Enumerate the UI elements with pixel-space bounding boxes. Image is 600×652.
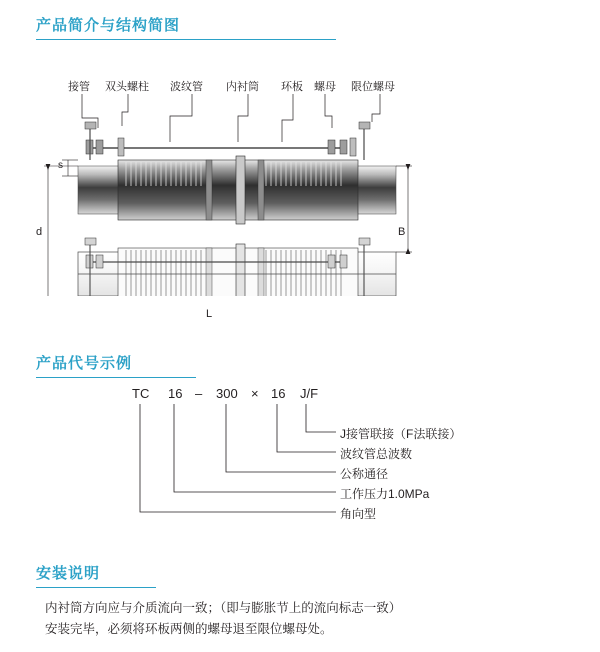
dimension-label-L: L xyxy=(206,308,213,320)
code-token-dash: – xyxy=(195,386,203,401)
install-line-1: 内衬筒方向应与介质流向一致；（即与膨胀节上的流向标志一致） xyxy=(45,601,402,615)
code-desc-waves: 波纹管总波数 xyxy=(340,447,413,461)
code-token-series: TC xyxy=(132,386,150,401)
dimension-label-s: s xyxy=(58,160,63,171)
code-desc-joint: J接管联接（F法联接） xyxy=(340,427,462,441)
code-token-pressure: 16 xyxy=(168,386,183,401)
code-token-waves: 16 xyxy=(271,386,286,401)
product-code-diagram xyxy=(0,380,600,540)
structure-diagram xyxy=(0,56,600,320)
code-desc-type: 角向型 xyxy=(340,507,377,521)
install-instructions xyxy=(45,598,565,640)
code-token-times: × xyxy=(251,386,259,401)
upper-tie-rod-assembly xyxy=(85,122,370,160)
callout-label-liner: 内衬筒 xyxy=(226,81,259,93)
code-desc-diameter: 公称通径 xyxy=(340,467,389,481)
code-section-header xyxy=(36,352,196,378)
dimension-label-B: B xyxy=(398,226,406,238)
page-title: 产品简介与结构简图 xyxy=(36,17,181,34)
dimension-label-d: d xyxy=(36,226,43,238)
callout-label-nozzle: 接管 xyxy=(68,81,90,93)
callout-label-limit-nut: 限位螺母 xyxy=(351,81,395,93)
code-desc-pressure: 工作压力1.0MPa xyxy=(340,487,430,501)
callout-label-nut: 螺母 xyxy=(314,81,336,93)
code-title-divider xyxy=(36,377,196,378)
code-token-diameter: 300 xyxy=(216,386,238,401)
install-section-header xyxy=(36,562,156,588)
callout-leader-lines xyxy=(82,94,380,142)
intro-section-header xyxy=(36,14,336,40)
code-token-joint: J/F xyxy=(300,386,319,401)
callout-label-ring-plate: 环板 xyxy=(281,81,303,93)
code-leader-lines-svg xyxy=(0,380,600,540)
install-title: 安装说明 xyxy=(36,565,101,582)
callout-label-stud-bolt: 双头螺柱 xyxy=(105,81,149,93)
code-title: 产品代号示例 xyxy=(36,355,133,372)
title-divider xyxy=(36,39,336,40)
install-line-2: 安装完毕，必须将环板两侧的螺母退至限位螺母处。 xyxy=(45,622,333,636)
install-title-divider xyxy=(36,587,156,588)
callout-label-bellows: 波纹管 xyxy=(170,81,203,93)
